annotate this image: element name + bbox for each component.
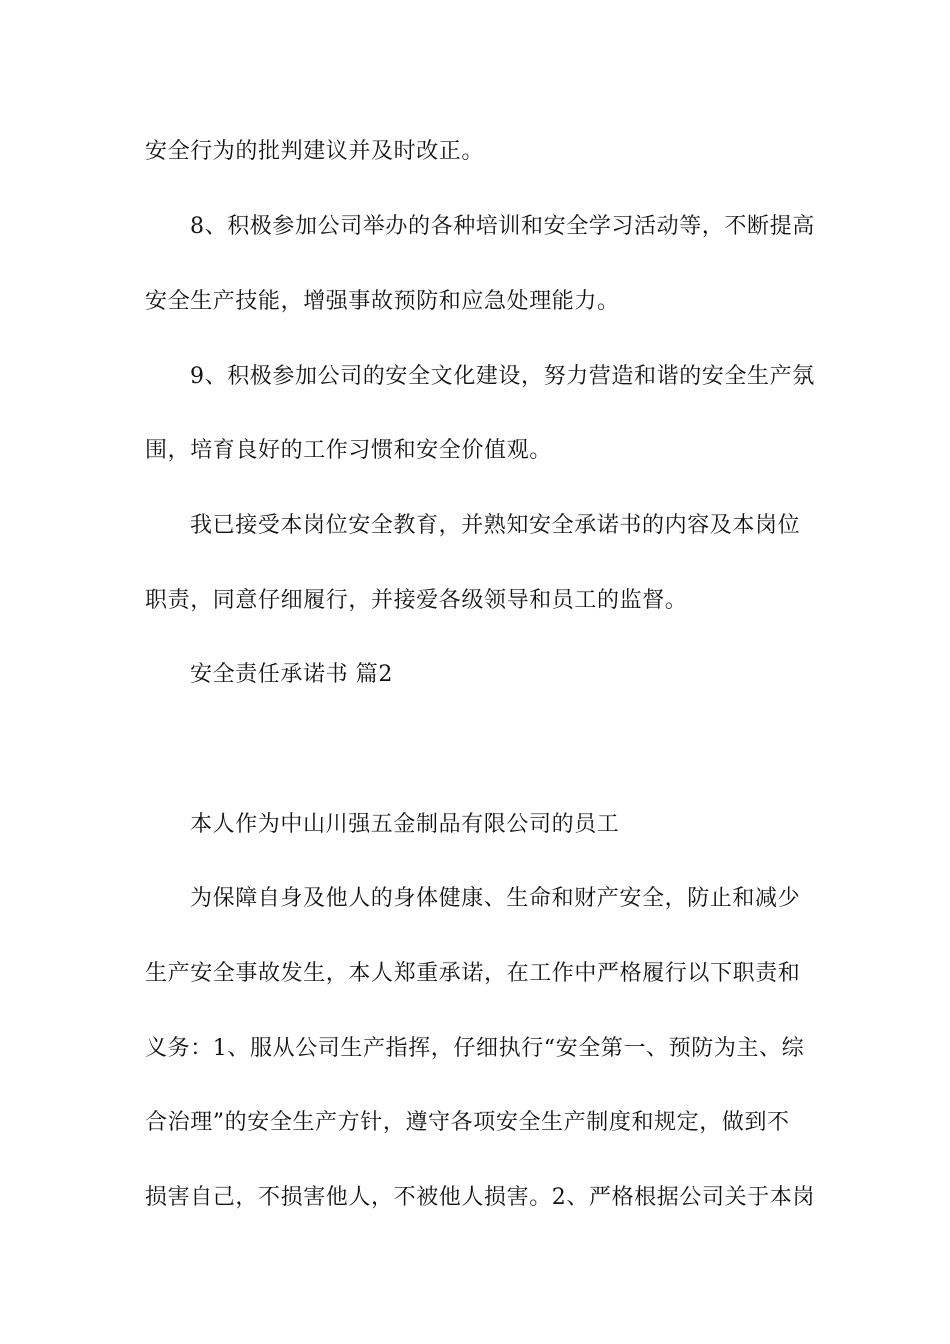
text-line-14: 损害自己，不损害他人，不被他人损害。2、严格根据公司关于本岗 <box>145 1185 815 1210</box>
text-line-1: 安全行为的批判建议并及时改正。 <box>145 139 485 164</box>
text-line-3: 安全生产技能，增强事故预防和应急处理能力。 <box>145 289 620 314</box>
text-line-10: 为保障自身及他人的身体健康、生命和财产安全，防止和减少 <box>190 886 801 911</box>
section-heading: 安全责任承诺书 篇2 <box>190 662 393 687</box>
text-line-5: 围，培育良好的工作习惯和安全价值观。 <box>145 438 552 463</box>
text-line-12: 义务：1、服从公司生产指挥，仔细执行“安全第一、预防为主、综 <box>145 1036 805 1061</box>
text-line-7: 职责，同意仔细履行，并接爱各级领导和员工的监督。 <box>145 588 688 613</box>
text-line-13: 合治理”的安全生产方针，遵守各项安全生产制度和规定，做到不 <box>145 1110 790 1135</box>
text-line-11: 生产安全事故发生，本人郑重承诺，在工作中严格履行以下职责和 <box>145 961 801 986</box>
text-line-4: 9、积极参加公司的安全文化建设，努力营造和谐的安全生产氛 <box>190 364 815 389</box>
text-line-6: 我已接受本岗位安全教育，并熟知安全承诺书的内容及本岗位 <box>190 513 801 538</box>
text-line-9: 本人作为中山川强五金制品有限公司的员工 <box>190 812 620 837</box>
text-line-2: 8、积极参加公司举办的各种培训和安全学习活动等，不断提高 <box>190 214 815 239</box>
